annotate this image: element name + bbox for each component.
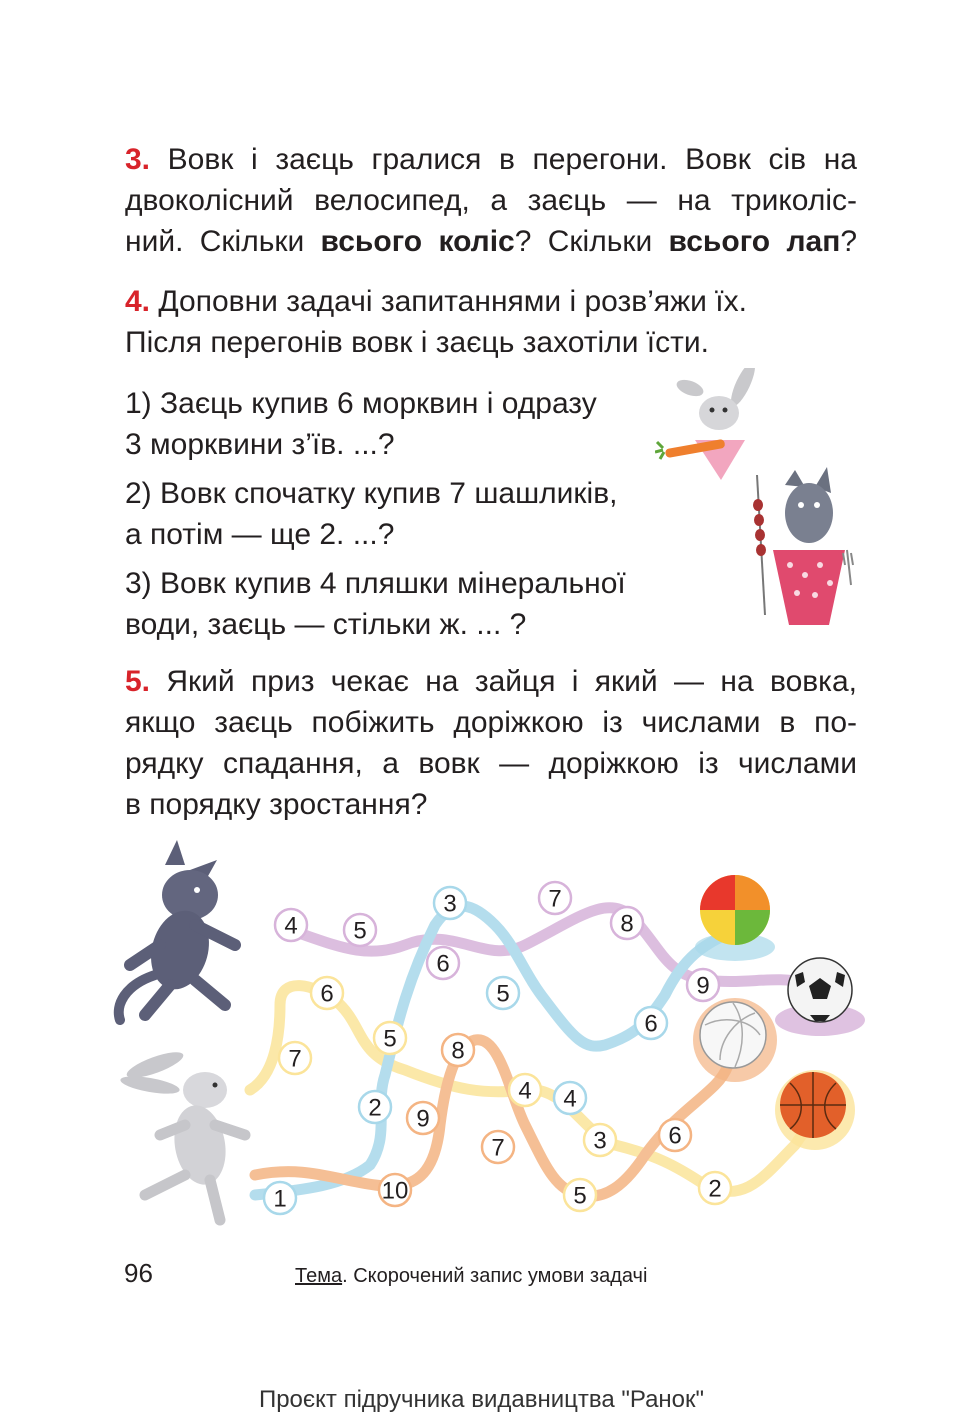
text-line: а потім — ще 2. ...?	[125, 518, 395, 551]
task-number: 3.	[125, 143, 151, 176]
text-line: Вовк і заєць гралися в перегони. Вовк сів на	[167, 143, 857, 176]
maze-number-7	[539, 882, 571, 914]
maze-number-label: 6	[320, 980, 334, 1008]
maze-path-orange	[255, 1037, 735, 1197]
maze-number-6	[311, 977, 343, 1009]
maze-number-2	[699, 1172, 731, 1204]
maze-number-5	[374, 1022, 406, 1054]
maze-number-6	[659, 1119, 691, 1151]
text-line: 3 морквини з’їв. ...?	[125, 428, 395, 461]
maze-number-label: 7	[491, 1134, 505, 1162]
text-line: 2) Вовк спочатку купив 7 шашликів,	[125, 477, 618, 510]
maze-number-7	[279, 1042, 311, 1074]
bold-phrase: всього коліс	[320, 225, 515, 258]
maze-number-label: 9	[416, 1105, 430, 1133]
maze-number-label: 1	[273, 1185, 287, 1213]
maze-number-label: 4	[563, 1085, 577, 1113]
task-5	[125, 661, 857, 825]
running-hare-illustration	[119, 1047, 245, 1220]
topic-text: . Скорочений запис умови задачі	[342, 1265, 648, 1287]
maze-number-label: 5	[496, 980, 510, 1008]
wolf-with-kebab-illustration	[745, 465, 865, 630]
maze-number-label: 6	[644, 1010, 658, 1038]
subtask-1	[125, 383, 685, 465]
text-line: рядку спадання, а вовк — доріжкою із числами	[125, 747, 857, 780]
text-line: 1) Заєць купив 6 морквин і одразу	[125, 387, 597, 420]
basketball-icon	[775, 1070, 855, 1150]
maze-number-label: 7	[288, 1045, 302, 1073]
running-wolf-illustration	[119, 840, 235, 1020]
maze-number-label: 8	[451, 1037, 465, 1065]
maze-number-label: 4	[518, 1077, 532, 1105]
text-line: якщо заєць побіжить доріжкою із числами в по-	[125, 706, 857, 739]
maze-number-label: 10	[381, 1177, 409, 1205]
maze-number-2	[359, 1091, 391, 1123]
maze-number-label: 6	[668, 1122, 682, 1150]
page-number: 96	[124, 1258, 153, 1288]
bold-phrase: всього лап	[668, 225, 841, 258]
maze-number-4	[509, 1074, 541, 1106]
maze-number-label: 2	[368, 1094, 382, 1122]
task-number: 5.	[125, 665, 151, 698]
text-line: 3) Вовк купив 4 пляшки мінеральної	[125, 567, 626, 600]
text-line: Після перегонів вовк і заєць захотіли їсти.	[125, 326, 709, 359]
maze-number-label: 7	[548, 885, 562, 913]
text-line: Доповни задачі запитаннями і розв’яжи їх.	[158, 285, 747, 318]
maze-number-label: 8	[620, 910, 634, 938]
maze-number-label: 3	[443, 890, 457, 918]
task-4	[125, 281, 857, 363]
text-line: двоколісний велосипед, а заєць — на триколіс-	[125, 184, 857, 217]
text-line: ний. Скільки всього коліс? Скільки всього лап?	[125, 225, 857, 258]
task-3	[125, 139, 857, 262]
subtask-3	[125, 563, 685, 645]
maze-number-4	[554, 1082, 586, 1114]
task-number: 4.	[125, 285, 151, 318]
maze-number-label: 5	[383, 1025, 397, 1053]
maze-number-label: 4	[284, 912, 298, 940]
maze-number-5	[487, 977, 519, 1009]
beach-ball-icon	[695, 875, 775, 961]
maze-number-9	[407, 1102, 439, 1134]
maze-number-label: 5	[573, 1182, 587, 1210]
maze-number-4	[275, 909, 307, 941]
maze-number-label: 3	[593, 1127, 607, 1155]
maze-number-1	[264, 1182, 296, 1214]
maze-number-5	[344, 914, 376, 946]
maze-number-5	[564, 1179, 596, 1211]
topic-label: Тема	[295, 1265, 343, 1287]
maze-number-3	[584, 1124, 616, 1156]
maze-number-7	[482, 1131, 514, 1163]
topic-caption	[295, 1265, 647, 1288]
maze-number-label: 5	[353, 917, 367, 945]
subtask-2	[125, 473, 685, 555]
footer-text: Проєкт підручника видавництва "Ранок"	[258, 1386, 705, 1413]
maze-number-label: 2	[708, 1175, 722, 1203]
maze-number-label: 9	[696, 972, 710, 1000]
maze-number-8	[442, 1034, 474, 1066]
maze-number-6	[427, 947, 459, 979]
text-line: води, заєць — стільки ж. ... ?	[125, 608, 527, 641]
soccer-ball-icon	[775, 958, 865, 1036]
volleyball-icon	[693, 998, 777, 1082]
maze-number-3	[434, 887, 466, 919]
number-maze-illustration	[105, 835, 865, 1235]
text-line: в порядку зростання?	[125, 788, 428, 821]
maze-number-8	[611, 907, 643, 939]
maze-number-6	[635, 1007, 667, 1039]
maze-number-label: 6	[436, 950, 450, 978]
maze-number-9	[687, 969, 719, 1001]
text-line: Який приз чекає на зайця і який — на вовка,	[166, 665, 857, 698]
maze-number-10	[379, 1174, 411, 1206]
